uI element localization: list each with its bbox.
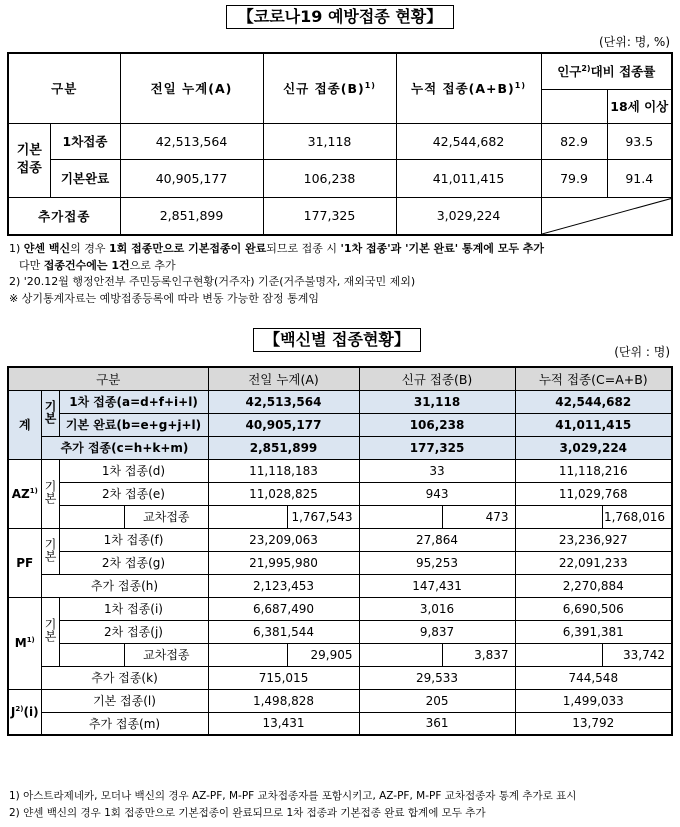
- j-row2-label: 추가 접종(m): [41, 712, 208, 735]
- pf-row1-total: 23,236,927: [515, 528, 672, 551]
- j-row1-total: 1,499,033: [515, 689, 672, 712]
- note1: 1) 얀센 백신의 경우 1회 접종만으로 기본접종이 완료되므로 접종 시 '1차 접종'과 '기본 완료' 통계에 모두 추가: [9, 242, 545, 255]
- booster-label: 추가접종: [8, 197, 120, 235]
- sum-row1-cumulative: 42,513,564: [208, 390, 359, 413]
- header-cumulative: 전일 누계(A): [120, 53, 263, 123]
- j-label: $J^{2)}(i)$: [8, 689, 41, 735]
- m-booster-total: 744,548: [515, 666, 672, 689]
- pf-booster-cumulative: 2,123,453: [208, 574, 359, 597]
- az-cross-total: 1,768,016: [602, 506, 672, 528]
- az-row1-total: 11,118,216: [515, 459, 672, 482]
- vaccination-status-table: [7, 52, 673, 236]
- m-cross-total-cell: [515, 643, 672, 666]
- row1-total: 42,544,682: [396, 123, 541, 159]
- az-row2-new: 943: [359, 482, 515, 505]
- booster-cumulative: 2,851,899: [120, 197, 263, 235]
- sum-booster-new: 177,325: [359, 436, 515, 459]
- section2-unit: (단위 : 명): [614, 345, 670, 359]
- notes2: [9, 788, 576, 821]
- m-cross-total: 33,742: [602, 644, 672, 666]
- header-total: 누적 접종$(A+B)^{1)}$: [396, 53, 541, 123]
- booster-total: 3,029,224: [396, 197, 541, 235]
- sum-label: 계: [8, 390, 41, 459]
- m-row1-cumulative: 6,687,490: [208, 597, 359, 620]
- note2-2: 2) 얀센 백신의 경우 1회 접종만으로 기본접종이 완료되므로 1차 접종과 기본접종 완료 합계에 모두 추가: [9, 806, 486, 819]
- row1-label: 1차접종: [50, 123, 120, 159]
- sum-booster-total: 3,029,224: [515, 436, 672, 459]
- az-label: AZ$^{1)}$: [8, 459, 41, 528]
- m-cross-cell: [59, 643, 208, 666]
- header-age18: 18세 이상: [607, 89, 672, 123]
- notes1: [9, 241, 544, 307]
- row1-pct18: 93.5: [607, 123, 672, 159]
- header-category: 구분: [8, 53, 120, 123]
- pf-row1-cumulative: 23,209,063: [208, 528, 359, 551]
- sum-booster-label: 추가 접종(c=h+k+m): [41, 436, 208, 459]
- row1-cumulative: 42,513,564: [120, 123, 263, 159]
- az-cross-cell: [59, 505, 208, 528]
- az-row2-cumulative: 11,028,825: [208, 482, 359, 505]
- pf-row1-new: 27,864: [359, 528, 515, 551]
- m-cross-label: 교차접종: [124, 644, 195, 666]
- j-row2-new: 361: [359, 712, 515, 735]
- m-cross-new: 3,837: [442, 644, 515, 666]
- az-row1-label: 1차 접종(d): [59, 459, 208, 482]
- row2-pct18: 91.4: [607, 159, 672, 197]
- m-booster-cumulative: 715,015: [208, 666, 359, 689]
- pf-basic-label: 기본: [41, 528, 59, 574]
- pf-row2-total: 22,091,233: [515, 551, 672, 574]
- sum-row1-new: 31,118: [359, 390, 515, 413]
- sum-row1-total: 42,544,682: [515, 390, 672, 413]
- m-row1-label: 1차 접종(i): [59, 597, 208, 620]
- az-row1-cumulative: 11,118,183: [208, 459, 359, 482]
- m-row2-label: 2차 접종(j): [59, 620, 208, 643]
- az-cross-cumulative: 1,767,543: [287, 506, 359, 528]
- pf-booster-label: 추가 접종(h): [41, 574, 208, 597]
- m-booster-label: 추가 접종(k): [41, 666, 208, 689]
- pf-row2-new: 95,253: [359, 551, 515, 574]
- j-row1-cumulative: 1,498,828: [208, 689, 359, 712]
- section1-unit: (단위: 명, %): [598, 35, 670, 49]
- note2-1: 1) 아스트라제네카, 모더나 백신의 경우 AZ-PF, M-PF 교차접종자를 포함시키고, AZ-PF, M-PF 교차접종자 통계 추가로 표시: [9, 790, 577, 802]
- section1-title: 【코로나19 예방접종 현황】: [226, 5, 454, 29]
- az-cross-label: 교차접종: [124, 506, 195, 528]
- m-row1-new: 3,016: [359, 597, 515, 620]
- group-basic-label: 기본 접종: [8, 123, 50, 197]
- pf-row1-label: 1차 접종(f): [59, 528, 208, 551]
- row1-pct: 82.9: [541, 123, 607, 159]
- header-new: 신규 접종$(B)^{1)}$: [263, 53, 396, 123]
- note3: ※ 상기통계자료는 예방접종등록에 따라 변동 가능한 잠정 통계임: [9, 291, 319, 305]
- t2-header-total: 누적 접종(C=A+B): [515, 367, 672, 390]
- t2-header-new: 신규 접종(B): [359, 367, 515, 390]
- diagonal-line: [542, 198, 673, 234]
- m-cross-new-cell: [359, 643, 515, 666]
- j-row1-new: 205: [359, 689, 515, 712]
- m-row2-cumulative: 6,381,544: [208, 620, 359, 643]
- m-booster-new: 29,533: [359, 666, 515, 689]
- m-row1-total: 6,690,506: [515, 597, 672, 620]
- t2-header-category: 구분: [8, 367, 208, 390]
- m-cross-cumulative-cell: [208, 643, 359, 666]
- sum-row2-label: 기본 완료(b=e+g+j+l): [59, 413, 208, 436]
- t2-header-cumulative: 전일 누계(A): [208, 367, 359, 390]
- section2-title: 【백신별 접종현황】: [253, 328, 421, 352]
- az-cross-new-cell: [359, 505, 515, 528]
- m-cross-cumulative: 29,905: [287, 644, 359, 666]
- sum-basic-label: 기본: [41, 390, 59, 436]
- sum-booster-cumulative: 2,851,899: [208, 436, 359, 459]
- note2: 2) '20.12월 행정안전부 주민등록인구현황(거주자) 기준(거주불명자, 재외국민 제외): [9, 275, 416, 288]
- pf-booster-new: 147,431: [359, 574, 515, 597]
- az-basic-label: 기본: [41, 459, 59, 528]
- m-row2-new: 9,837: [359, 620, 515, 643]
- az-row2-label: 2차 접종(e): [59, 482, 208, 505]
- vaccine-type-table: [7, 366, 673, 736]
- sum-row2-total: 41,011,415: [515, 413, 672, 436]
- row2-total: 41,011,415: [396, 159, 541, 197]
- j-row2-cumulative: 13,431: [208, 712, 359, 735]
- m-row2-total: 6,391,381: [515, 620, 672, 643]
- booster-new: 177,325: [263, 197, 396, 235]
- j-row1-label: 기본 접종(l): [41, 689, 208, 712]
- pf-row2-label: 2차 접종(g): [59, 551, 208, 574]
- header-ratio-blank: [541, 89, 607, 123]
- booster-diagonal-cell: [541, 197, 672, 235]
- m-basic-label: 기본: [41, 597, 59, 666]
- row1-new: 31,118: [263, 123, 396, 159]
- note1-cont: 다만 접종건수에는 1건으로 추가: [19, 258, 176, 272]
- pf-booster-total: 2,270,884: [515, 574, 672, 597]
- row2-pct: 79.9: [541, 159, 607, 197]
- row2-cumulative: 40,905,177: [120, 159, 263, 197]
- pf-label: PF: [8, 528, 41, 597]
- header-ratio: 인구$^{2)}$대비 접종률: [541, 53, 672, 89]
- row2-new: 106,238: [263, 159, 396, 197]
- sum-row2-new: 106,238: [359, 413, 515, 436]
- az-cross-cumulative-cell: [208, 505, 359, 528]
- sum-row2-cumulative: 40,905,177: [208, 413, 359, 436]
- az-cross-total-cell: [515, 505, 672, 528]
- pf-row2-cumulative: 21,995,980: [208, 551, 359, 574]
- az-row2-total: 11,029,768: [515, 482, 672, 505]
- m-label: $M^{1)}$: [8, 597, 41, 689]
- az-cross-new: 473: [442, 506, 515, 528]
- sum-row1-label: 1차 접종(a=d+f+i+l): [59, 390, 208, 413]
- row2-label: 기본완료: [50, 159, 120, 197]
- j-row2-total: 13,792: [515, 712, 672, 735]
- az-row1-new: 33: [359, 459, 515, 482]
